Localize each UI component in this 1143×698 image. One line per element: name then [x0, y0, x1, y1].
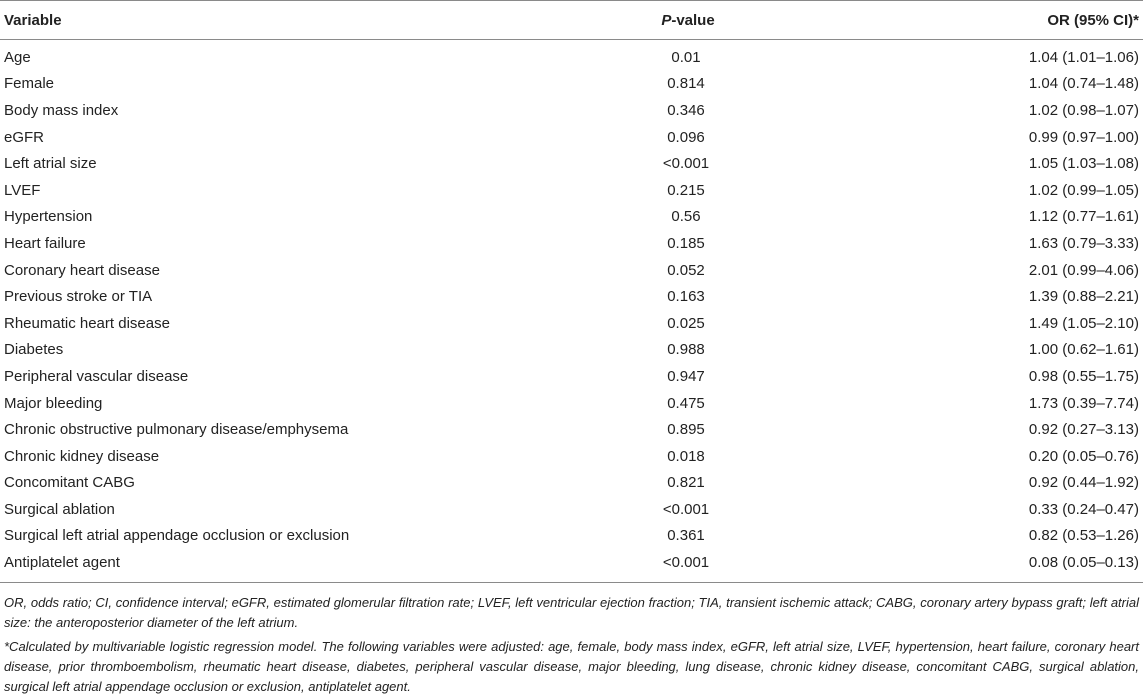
- cell-p-value: 0.895: [667, 421, 705, 439]
- cell-variable: Chronic obstructive pulmonary disease/emphysema: [4, 421, 349, 439]
- table-row: [0, 363, 1143, 390]
- cell-p-value: <0.001: [662, 500, 710, 518]
- cell-p-value: 0.814: [667, 75, 705, 93]
- cell-p-value: 0.988: [667, 341, 705, 359]
- table-row: [0, 337, 1143, 364]
- table-row: [0, 443, 1143, 470]
- cell-or-ci: 1.02 (0.98–1.07): [1028, 101, 1139, 119]
- cell-p-value: 0.346: [667, 101, 705, 119]
- cell-p-value: 0.361: [667, 527, 705, 545]
- cell-variable: Heart failure: [4, 234, 86, 252]
- cell-p-value: 0.096: [667, 128, 705, 146]
- cell-p-value: 0.163: [667, 288, 705, 306]
- cell-or-ci: 1.73 (0.39–7.74): [1028, 394, 1139, 412]
- cell-p-value: 0.215: [667, 181, 705, 199]
- cell-p-value: 0.947: [667, 367, 705, 385]
- cell-p-value: 0.821: [667, 474, 705, 492]
- cell-p-value: <0.001: [662, 554, 710, 572]
- cell-variable: Previous stroke or TIA: [4, 288, 153, 306]
- cell-variable: Diabetes: [4, 341, 64, 359]
- table-row: [0, 523, 1143, 550]
- cell-or-ci: 1.49 (1.05–2.10): [1028, 314, 1139, 332]
- table-notes: [0, 583, 1143, 697]
- cell-variable: Rheumatic heart disease: [4, 314, 170, 332]
- cell-or-ci: 0.82 (0.53–1.26): [1028, 527, 1139, 545]
- cell-variable: eGFR: [4, 128, 45, 146]
- cell-or-ci: 1.04 (1.01–1.06): [1028, 48, 1139, 66]
- cell-variable: Hypertension: [4, 208, 93, 226]
- cell-variable: LVEF: [4, 181, 41, 199]
- table-row: [0, 257, 1143, 284]
- cell-p-value: 0.475: [667, 394, 705, 412]
- table-row: [0, 310, 1143, 337]
- cell-or-ci: 0.20 (0.05–0.76): [1028, 447, 1139, 465]
- table-row: [0, 470, 1143, 497]
- cell-variable: Antiplatelet agent: [4, 554, 120, 572]
- cell-p-value: 0.018: [667, 447, 705, 465]
- cell-or-ci: 1.02 (0.99–1.05): [1028, 181, 1139, 199]
- cell-or-ci: 0.98 (0.55–1.75): [1028, 367, 1139, 385]
- cell-or-ci: 1.63 (0.79–3.33): [1028, 234, 1139, 252]
- table-row: [0, 97, 1143, 124]
- cell-variable: Concomitant CABG: [4, 474, 135, 492]
- cell-or-ci: 0.92 (0.27–3.13): [1028, 421, 1139, 439]
- header-variable: Variable: [0, 1, 560, 40]
- cell-p-value: 0.052: [667, 261, 705, 279]
- cell-variable: Chronic kidney disease: [4, 447, 160, 465]
- abbreviations-note: OR, odds ratio; CI, confidence interval; eGFR, estimated glomerular filtration rate; LVEF, left ventricular ejection fraction; TIA, transient ischemic attack; CABG, coronary artery bypass graft; left atrial size: the anteroposterior diameter of the left atrium.: [4, 594, 1139, 630]
- cell-or-ci: 2.01 (0.99–4.06): [1028, 261, 1139, 279]
- table-row: [0, 230, 1143, 257]
- cell-or-ci: 1.39 (0.88–2.21): [1028, 288, 1139, 306]
- cell-p-value: 0.185: [667, 234, 705, 252]
- table-row: [0, 150, 1143, 177]
- cell-variable: Left atrial size: [4, 155, 97, 173]
- header-p-prefix: P: [661, 11, 672, 29]
- cell-p-value: <0.001: [662, 155, 710, 173]
- cell-variable: Major bleeding: [4, 394, 103, 412]
- table-row: [0, 283, 1143, 310]
- header-row: [0, 1, 1143, 40]
- cell-or-ci: 1.12 (0.77–1.61): [1028, 208, 1139, 226]
- cell-or-ci: 0.92 (0.44–1.92): [1028, 474, 1139, 492]
- table-row: [0, 549, 1143, 576]
- cell-variable: Surgical left atrial appendage occlusion or exclusion: [4, 527, 350, 545]
- cell-p-value: 0.56: [671, 208, 701, 226]
- cell-variable: Surgical ablation: [4, 500, 115, 518]
- cell-p-value: 0.01: [671, 48, 701, 66]
- cell-p-value: 0.025: [667, 314, 705, 332]
- table-row: [0, 416, 1143, 443]
- cell-variable: Coronary heart disease: [4, 261, 160, 279]
- table-row: [0, 177, 1143, 204]
- table-row: [0, 124, 1143, 151]
- table-row: [0, 390, 1143, 417]
- cell-variable: Peripheral vascular disease: [4, 367, 189, 385]
- table-row: [0, 496, 1143, 523]
- header-or-ci: OR (95% CI)*: [812, 1, 1143, 40]
- header-p-suffix: -value: [671, 11, 715, 29]
- table-row: [0, 204, 1143, 231]
- table-row: [0, 71, 1143, 98]
- cell-variable: Female: [4, 75, 55, 93]
- header-p-value: [560, 1, 812, 40]
- cell-or-ci: 1.04 (0.74–1.48): [1028, 75, 1139, 93]
- cell-or-ci: 1.00 (0.62–1.61): [1028, 341, 1139, 359]
- footnote: *Calculated by multivariable logistic regression model. The following variables were adjusted: age, female, body mass index, eGFR, left atrial size, LVEF, hypertension, heart failure, coronary heart disease, prior thromboembolism, rheumatic heart disease, diabetes, peripheral vascular disease, major bleeding, lung disease, chronic kidney disease, concomitant CABG, surgical ablation, surgical left atrial appendage occlusion or exclusion, antiplatelet agent.: [4, 638, 1139, 694]
- cell-or-ci: 0.08 (0.05–0.13): [1028, 554, 1139, 572]
- cell-or-ci: 0.33 (0.24–0.47): [1028, 500, 1139, 518]
- cell-or-ci: 1.05 (1.03–1.08): [1028, 155, 1139, 173]
- table-header: [0, 1, 1143, 40]
- cell-variable: Body mass index: [4, 101, 119, 119]
- cell-or-ci: 0.99 (0.97–1.00): [1028, 128, 1139, 146]
- table-body: [0, 40, 1143, 576]
- table-row: [0, 40, 1143, 71]
- cell-variable: Age: [4, 48, 31, 66]
